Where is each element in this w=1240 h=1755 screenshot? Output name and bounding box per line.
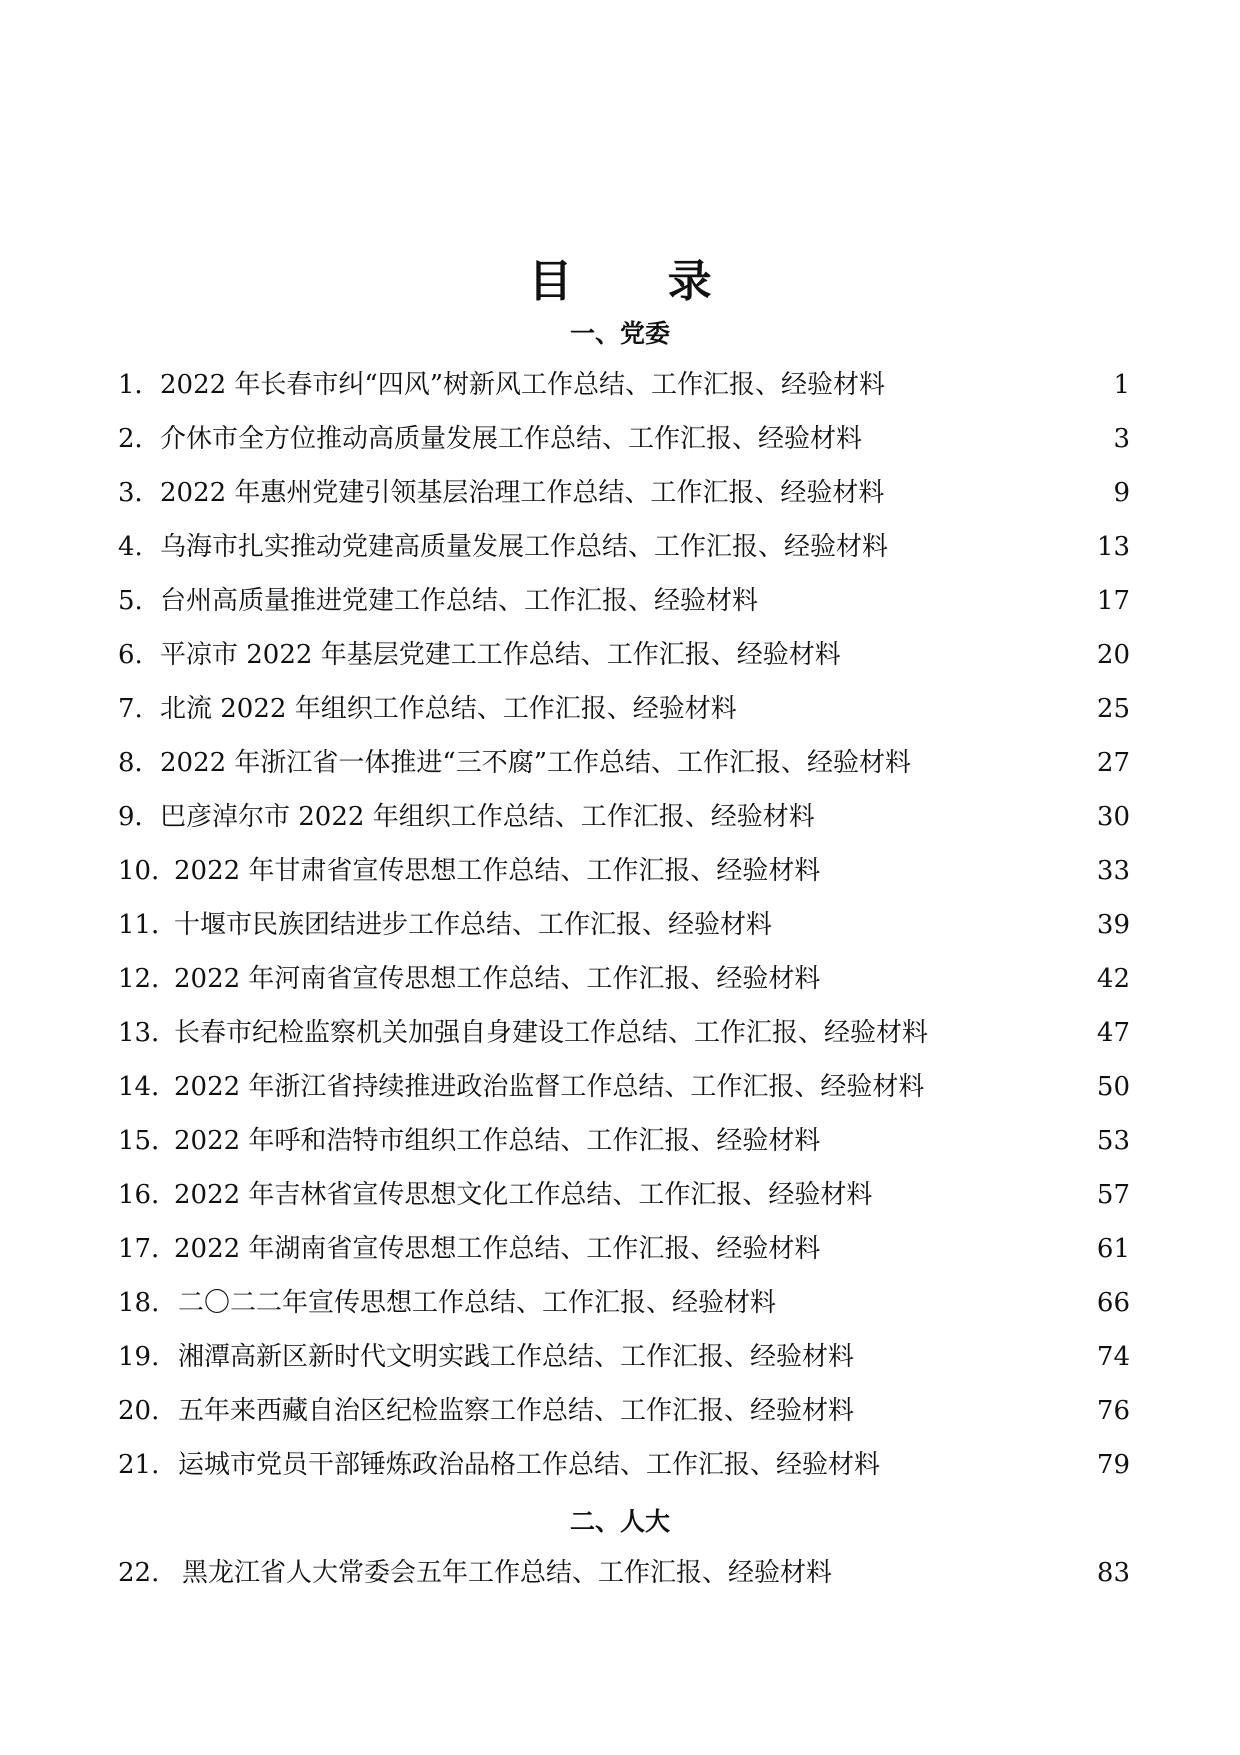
entry-title: 湘潭高新区新时代文明实践工作总结、工作汇报、经验材料 bbox=[178, 1342, 855, 1372]
entry-page-number: 61 bbox=[1096, 1234, 1130, 1264]
entry-page-number: 39 bbox=[1096, 910, 1130, 940]
entry-number: 21. bbox=[118, 1450, 160, 1480]
toc-entry[interactable] bbox=[118, 1553, 1130, 1593]
toc-entry[interactable] bbox=[118, 1283, 1130, 1323]
section-heading-npc: 二、人大 bbox=[569, 1507, 670, 1536]
toc-entry[interactable] bbox=[118, 959, 1130, 999]
toc-entry[interactable] bbox=[118, 851, 1130, 891]
entry-number: 3． bbox=[118, 478, 161, 508]
entry-page-number: 1 bbox=[1113, 370, 1130, 400]
toc-entry[interactable] bbox=[118, 689, 1130, 729]
entry-title: 二〇二二年宣传思想工作总结、工作汇报、经验材料 bbox=[178, 1288, 777, 1318]
section-heading-party-committee: 一、党委 bbox=[569, 319, 670, 348]
toc-entry[interactable] bbox=[118, 419, 1130, 459]
entry-number: 10． bbox=[118, 856, 178, 886]
entry-number: 18. bbox=[118, 1288, 160, 1318]
entry-title: 2022 年甘肃省宣传思想工作总结、工作汇报、经验材料 bbox=[174, 856, 821, 886]
entry-page-number: 20 bbox=[1096, 640, 1130, 670]
toc-entry[interactable] bbox=[118, 1067, 1130, 1107]
entry-number: 6. bbox=[118, 640, 143, 670]
entry-number: 20. bbox=[118, 1396, 160, 1426]
entry-title: 北流 2022 年组织工作总结、工作汇报、经验材料 bbox=[160, 694, 737, 724]
entry-title: 2022 年浙江省一体推进“三不腐”工作总结、工作汇报、经验材料 bbox=[160, 748, 912, 778]
entry-number: 15． bbox=[118, 1126, 178, 1156]
entry-number: 16． bbox=[118, 1180, 178, 1210]
entry-page-number: 66 bbox=[1096, 1288, 1130, 1318]
entry-page-number: 76 bbox=[1096, 1396, 1130, 1426]
entry-page-number: 57 bbox=[1096, 1180, 1130, 1210]
entry-title: 平凉市 2022 年基层党建工工作总结、工作汇报、经验材料 bbox=[160, 640, 841, 670]
entry-number: 19. bbox=[118, 1342, 160, 1372]
entry-title: 介休市全方位推动高质量发展工作总结、工作汇报、经验材料 bbox=[160, 424, 863, 454]
page-title: 目 录 bbox=[528, 256, 752, 307]
toc-entry[interactable] bbox=[118, 1175, 1130, 1215]
entry-page-number: 74 bbox=[1096, 1342, 1130, 1372]
entry-title: 黑龙江省人大常委会五年工作总结、工作汇报、经验材料 bbox=[182, 1558, 833, 1588]
entry-title: 五年来西藏自治区纪检监察工作总结、工作汇报、经验材料 bbox=[178, 1396, 855, 1426]
entry-number: 12． bbox=[118, 964, 178, 994]
entry-page-number: 30 bbox=[1096, 802, 1130, 832]
entry-title: 台州高质量推进党建工作总结、工作汇报、经验材料 bbox=[160, 586, 759, 616]
entry-page-number: 83 bbox=[1096, 1558, 1130, 1588]
toc-entry[interactable] bbox=[118, 1337, 1130, 1377]
toc-entry[interactable] bbox=[118, 1229, 1130, 1269]
entry-title: 乌海市扎实推动党建高质量发展工作总结、工作汇报、经验材料 bbox=[160, 532, 889, 562]
entry-page-number: 33 bbox=[1096, 856, 1130, 886]
toc-entry[interactable] bbox=[118, 1391, 1130, 1431]
entry-number: 11． bbox=[118, 910, 178, 940]
entry-title: 2022 年长春市纠“四风”树新风工作总结、工作汇报、经验材料 bbox=[160, 370, 886, 400]
entry-number: 4. bbox=[118, 532, 143, 562]
entry-number: 22. bbox=[118, 1558, 160, 1588]
toc-entry[interactable] bbox=[118, 527, 1130, 567]
toc-entry[interactable] bbox=[118, 743, 1130, 783]
toc-entry[interactable] bbox=[118, 797, 1130, 837]
entry-page-number: 79 bbox=[1096, 1450, 1130, 1480]
entry-number: 5. bbox=[118, 586, 143, 616]
entry-title: 长春市纪检监察机关加强自身建设工作总结、工作汇报、经验材料 bbox=[174, 1018, 929, 1048]
entry-page-number: 50 bbox=[1096, 1072, 1130, 1102]
toc-entry[interactable] bbox=[118, 1013, 1130, 1053]
toc-entry[interactable] bbox=[118, 581, 1130, 621]
entry-number: 9． bbox=[118, 802, 161, 832]
toc-entry[interactable] bbox=[118, 1121, 1130, 1161]
entry-title: 2022 年呼和浩特市组织工作总结、工作汇报、经验材料 bbox=[174, 1126, 821, 1156]
entry-page-number: 9 bbox=[1113, 478, 1130, 508]
toc-entry[interactable] bbox=[118, 635, 1130, 675]
entry-title: 运城市党员干部锤炼政治品格工作总结、工作汇报、经验材料 bbox=[178, 1450, 881, 1480]
entry-title: 十堰市民族团结进步工作总结、工作汇报、经验材料 bbox=[174, 910, 773, 940]
entry-number: 2． bbox=[118, 424, 161, 454]
entry-number: 14． bbox=[118, 1072, 178, 1102]
entry-number: 8． bbox=[118, 748, 161, 778]
entry-page-number: 27 bbox=[1096, 748, 1130, 778]
entry-title: 2022 年吉林省宣传思想文化工作总结、工作汇报、经验材料 bbox=[174, 1180, 873, 1210]
entry-title: 2022 年河南省宣传思想工作总结、工作汇报、经验材料 bbox=[174, 964, 821, 994]
entry-number: 13． bbox=[118, 1018, 178, 1048]
entry-page-number: 53 bbox=[1096, 1126, 1130, 1156]
entry-page-number: 17 bbox=[1096, 586, 1130, 616]
entry-number: 1． bbox=[118, 370, 161, 400]
entry-title: 2022 年惠州党建引领基层治理工作总结、工作汇报、经验材料 bbox=[160, 478, 885, 508]
toc-entry[interactable] bbox=[118, 473, 1130, 513]
toc-entry[interactable] bbox=[118, 905, 1130, 945]
toc-entry[interactable] bbox=[118, 1445, 1130, 1485]
toc-entry[interactable] bbox=[118, 365, 1130, 405]
entry-title: 2022 年浙江省持续推进政治监督工作总结、工作汇报、经验材料 bbox=[174, 1072, 925, 1102]
entry-page-number: 13 bbox=[1096, 532, 1130, 562]
entry-title: 巴彦淖尔市 2022 年组织工作总结、工作汇报、经验材料 bbox=[160, 802, 815, 832]
entry-page-number: 47 bbox=[1096, 1018, 1130, 1048]
entry-number: 17． bbox=[118, 1234, 178, 1264]
entry-title: 2022 年湖南省宣传思想工作总结、工作汇报、经验材料 bbox=[174, 1234, 821, 1264]
entry-page-number: 25 bbox=[1096, 694, 1130, 724]
entry-page-number: 42 bbox=[1096, 964, 1130, 994]
entry-page-number: 3 bbox=[1113, 424, 1130, 454]
entry-number: 7. bbox=[118, 694, 143, 724]
